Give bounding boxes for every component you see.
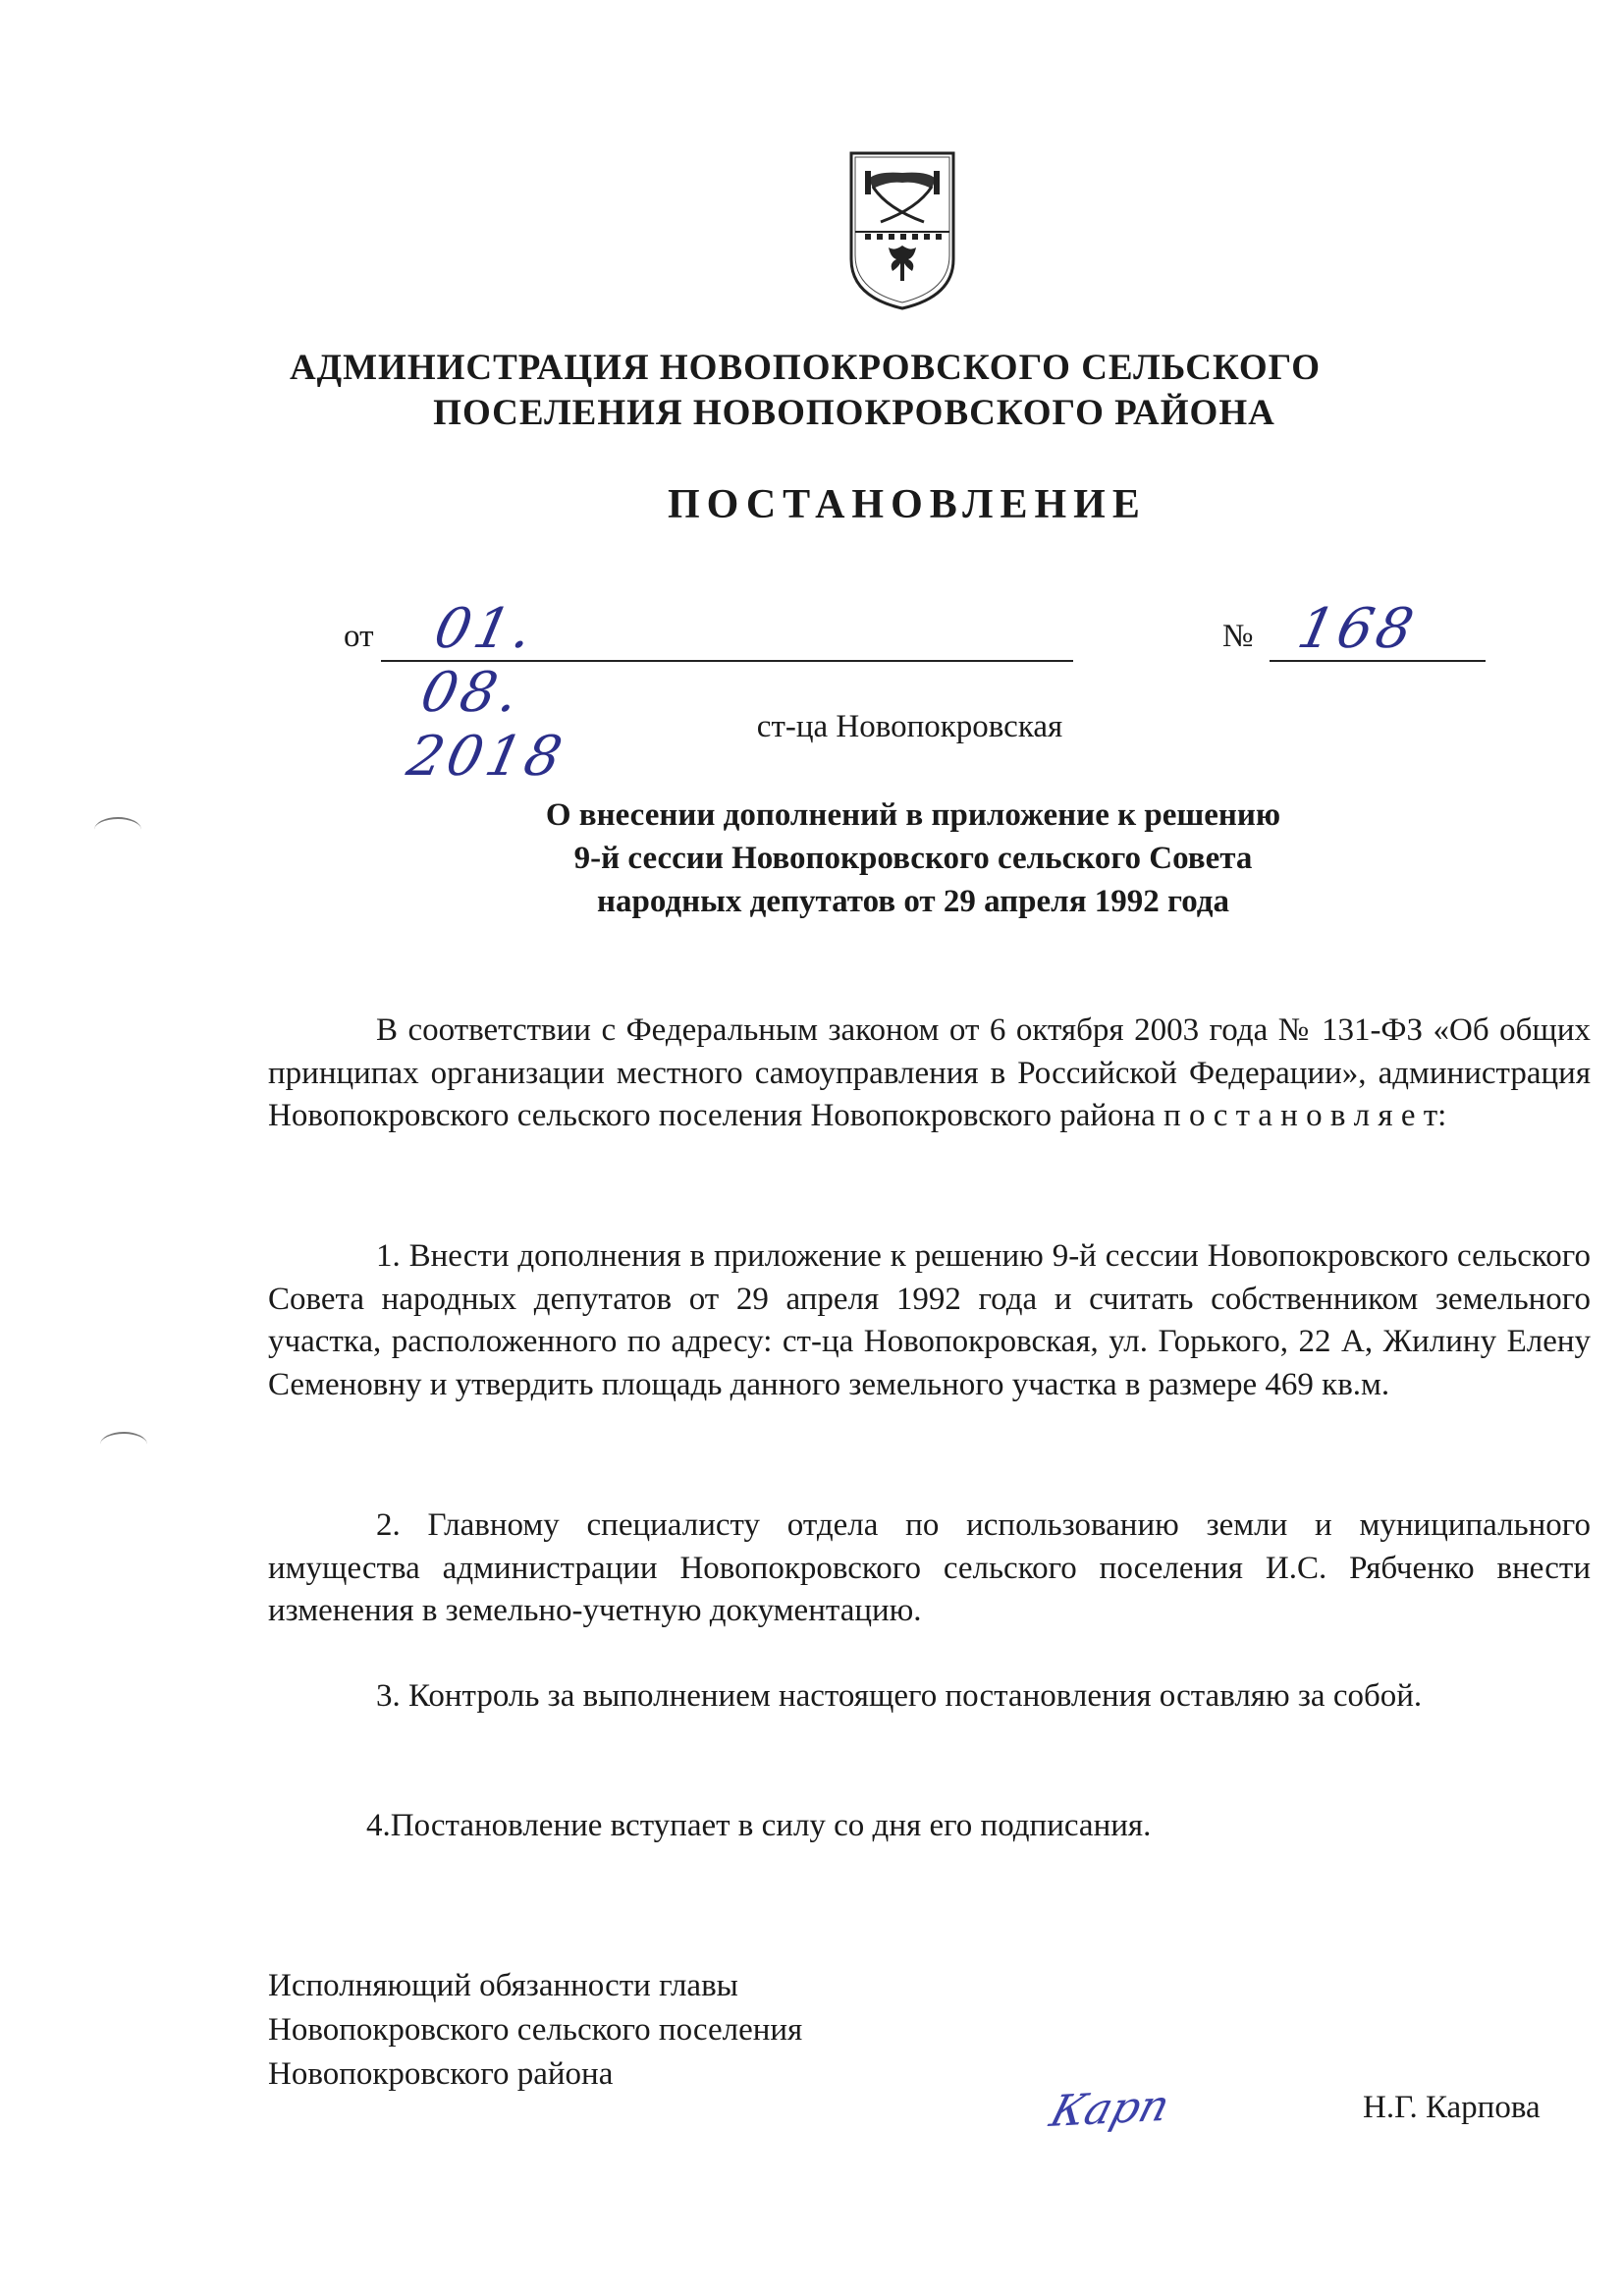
number-underline: [1270, 660, 1486, 662]
subject-line: О внесении дополнений в приложение к решению: [545, 797, 1281, 833]
clause-4-paragraph: [268, 1805, 1591, 1848]
document-subject: [373, 793, 1453, 923]
paragraph-text: В соответствии с Федеральным законом от 6 октября 2003 года № 131-ФЗ «Об общих принципах организации местного самоуправления в Российской Федерации», администрация Новопокровского сельского поселения Новопокровского района п о с т а н о в л я е т:: [268, 1012, 1591, 1133]
place-of-issue: ст-ца Новопокровская: [756, 709, 1063, 744]
organization-name-line-1: АДМИНИСТРАЦИЯ НОВОПОКРОВСКОГО СЕЛЬСКОГО: [289, 348, 1322, 388]
subject-line: 9-й сессии Новопокровского сельского Совета: [573, 841, 1253, 876]
date-prefix: от: [344, 619, 374, 654]
organization-name-line-2: ПОСЕЛЕНИЯ НОВОПОКРОВСКОГО РАЙОНА: [433, 393, 1275, 433]
signatory-position: [268, 1964, 802, 2097]
subject-line: народных депутатов от 29 апреля 1992 года: [597, 884, 1229, 919]
signatory-name: Н.Г. Карпова: [1363, 2090, 1541, 2125]
paragraph-text: 3. Контроль за выполнением настоящего постановления оставляю за собой.: [376, 1678, 1423, 1714]
clause-2-paragraph: [268, 1504, 1591, 1633]
handwritten-signature: Карп: [1045, 2080, 1175, 2138]
position-line: Исполняющий обязанности главы: [268, 1968, 738, 2003]
position-line: Новопокровского сельского поселения: [268, 2012, 803, 2048]
paragraph-text: 4.Постановление вступает в силу со дня его подписания.: [366, 1808, 1152, 1843]
clause-3-paragraph: [268, 1675, 1591, 1719]
document-type-title: ПОСТАНОВЛЕНИЕ: [668, 482, 1147, 527]
handwritten-date: 01. 08. 2018: [402, 597, 571, 789]
coat-of-arms-icon: [847, 149, 957, 312]
clause-1-paragraph: [268, 1235, 1591, 1406]
preamble-paragraph: [268, 1010, 1591, 1138]
number-prefix: №: [1222, 619, 1254, 654]
handwritten-number: 168: [1292, 597, 1423, 661]
paragraph-text: 1. Внести дополнения в приложение к решению 9-й сессии Новопокровского сельского Совета народных депутатов от 29 апреля 1992 года и считать собственником земельного участка, расположенного по адресу: ст-ца Новопокровская, ул. Горького, 22 А, Жилину Елену Семеновну и утвердить площадь данного земельного участка в размере 469 кв.м.: [268, 1238, 1591, 1402]
date-underline: [381, 660, 1073, 662]
paragraph-text: 2. Главному специалисту отдела по использованию земли и муниципального имущества администрации Новопокровского сельского поселения И.С. Рябченко внести изменения в земельно-учетную документацию.: [268, 1507, 1591, 1628]
position-line: Новопокровского района: [268, 2056, 614, 2092]
punch-hole-mark: [100, 1432, 147, 1457]
punch-hole-mark: [94, 817, 141, 843]
